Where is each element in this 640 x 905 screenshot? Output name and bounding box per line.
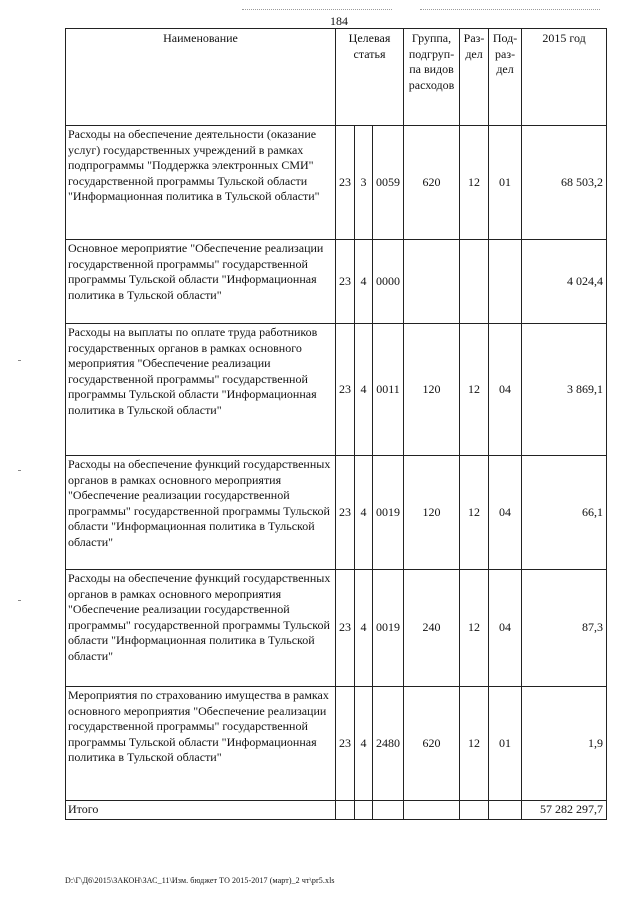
row-group: 120: [404, 324, 460, 456]
row-subsection: 04: [489, 456, 522, 570]
row-amount: 68 503,2: [522, 126, 607, 240]
row-name: Мероприятия по страхованию имущества в рамках основного мероприятия "Обеспечение реализации государственной программы" государственной программы Тульской области "Информационная политика в Тульской области": [66, 687, 336, 801]
table-row: [66, 126, 607, 240]
header-group: Группа, подгруп-па видов расходов: [404, 29, 460, 126]
table-row: [66, 456, 607, 570]
margin-mark: [18, 470, 21, 471]
row-article-subprogram: 4: [355, 687, 373, 801]
row-section: [460, 240, 489, 324]
margin-mark: [18, 360, 21, 361]
row-name: Расходы на обеспечение деятельности (оказание услуг) государственных учреждений в рамках подпрограммы "Поддержка электронных СМИ" государственной программы Тульской области "Информационная политика в Тульской области": [66, 126, 336, 240]
row-amount: 4 024,4: [522, 240, 607, 324]
row-group: 620: [404, 687, 460, 801]
table-row: [66, 240, 607, 324]
row-article-program: 23: [336, 687, 355, 801]
scan-artifact: [242, 9, 392, 11]
scan-artifact: [420, 9, 600, 11]
row-amount: 3 869,1: [522, 324, 607, 456]
row-article-direction: 0059: [373, 126, 404, 240]
total-row: [66, 801, 607, 820]
row-name: Расходы на выплаты по оплате труда работников государственных органов в рамках основного мероприятия "Обеспечение реализации государственной программы" государственной программы Тульской области "Информационная политика в Тульской области": [66, 324, 336, 456]
margin-mark: [18, 600, 21, 601]
row-section: 12: [460, 126, 489, 240]
row-article-direction: 0019: [373, 456, 404, 570]
row-article-program: 23: [336, 324, 355, 456]
row-amount: 1,9: [522, 687, 607, 801]
row-article-subprogram: 4: [355, 570, 373, 687]
table-row: [66, 687, 607, 801]
total-amount: 57 282 297,7: [522, 801, 607, 820]
budget-table: [65, 28, 607, 820]
row-section: 12: [460, 570, 489, 687]
table-row: [66, 570, 607, 687]
row-article-program: 23: [336, 570, 355, 687]
row-subsection: 04: [489, 324, 522, 456]
file-path-footer: D:\Г\Д6\2015\ЗАКОН\ЗАС_11\Изм. бюджет ТО 2015-2017 (март)_2 чт\pr5.xls: [65, 876, 335, 885]
header-section: Раз-дел: [460, 29, 489, 126]
row-article-subprogram: 4: [355, 324, 373, 456]
row-name: Расходы на обеспечение функций государственных органов в рамках основного мероприятия "Обеспечение реализации государственной программы" государственной программы Тульской области "Информационная политика в Тульской области": [66, 456, 336, 570]
row-article-direction: 0011: [373, 324, 404, 456]
row-article-direction: 0019: [373, 570, 404, 687]
header-subsection: Под-раз-дел: [489, 29, 522, 126]
row-group: 620: [404, 126, 460, 240]
row-article-program: 23: [336, 126, 355, 240]
table-row: [66, 324, 607, 456]
row-subsection: 04: [489, 570, 522, 687]
row-group: 120: [404, 456, 460, 570]
header-target-article: Целевая статья: [336, 29, 404, 126]
total-label: Итого: [66, 801, 336, 820]
row-name: Расходы на обеспечение функций государственных органов в рамках основного мероприятия "Обеспечение реализации государственной программы" государственной программы Тульской области "Информационная политика в Тульской области": [66, 570, 336, 687]
row-article-direction: 2480: [373, 687, 404, 801]
row-subsection: [489, 240, 522, 324]
row-subsection: 01: [489, 687, 522, 801]
row-name: Основное мероприятие "Обеспечение реализации государственной программы" государственной программы Тульской области "Информационная политика в Тульской области": [66, 240, 336, 324]
row-group: 240: [404, 570, 460, 687]
row-article-subprogram: 4: [355, 456, 373, 570]
page-number: 184: [330, 14, 348, 28]
row-section: 12: [460, 324, 489, 456]
row-article-program: 23: [336, 456, 355, 570]
header-year: 2015 год: [522, 29, 607, 126]
header-name: Наименование: [66, 29, 336, 126]
row-article-direction: 0000: [373, 240, 404, 324]
row-section: 12: [460, 456, 489, 570]
row-article-subprogram: 3: [355, 126, 373, 240]
row-section: 12: [460, 687, 489, 801]
row-amount: 66,1: [522, 456, 607, 570]
row-group: [404, 240, 460, 324]
row-amount: 87,3: [522, 570, 607, 687]
row-subsection: 01: [489, 126, 522, 240]
header-row: [66, 29, 607, 126]
row-article-subprogram: 4: [355, 240, 373, 324]
row-article-program: 23: [336, 240, 355, 324]
